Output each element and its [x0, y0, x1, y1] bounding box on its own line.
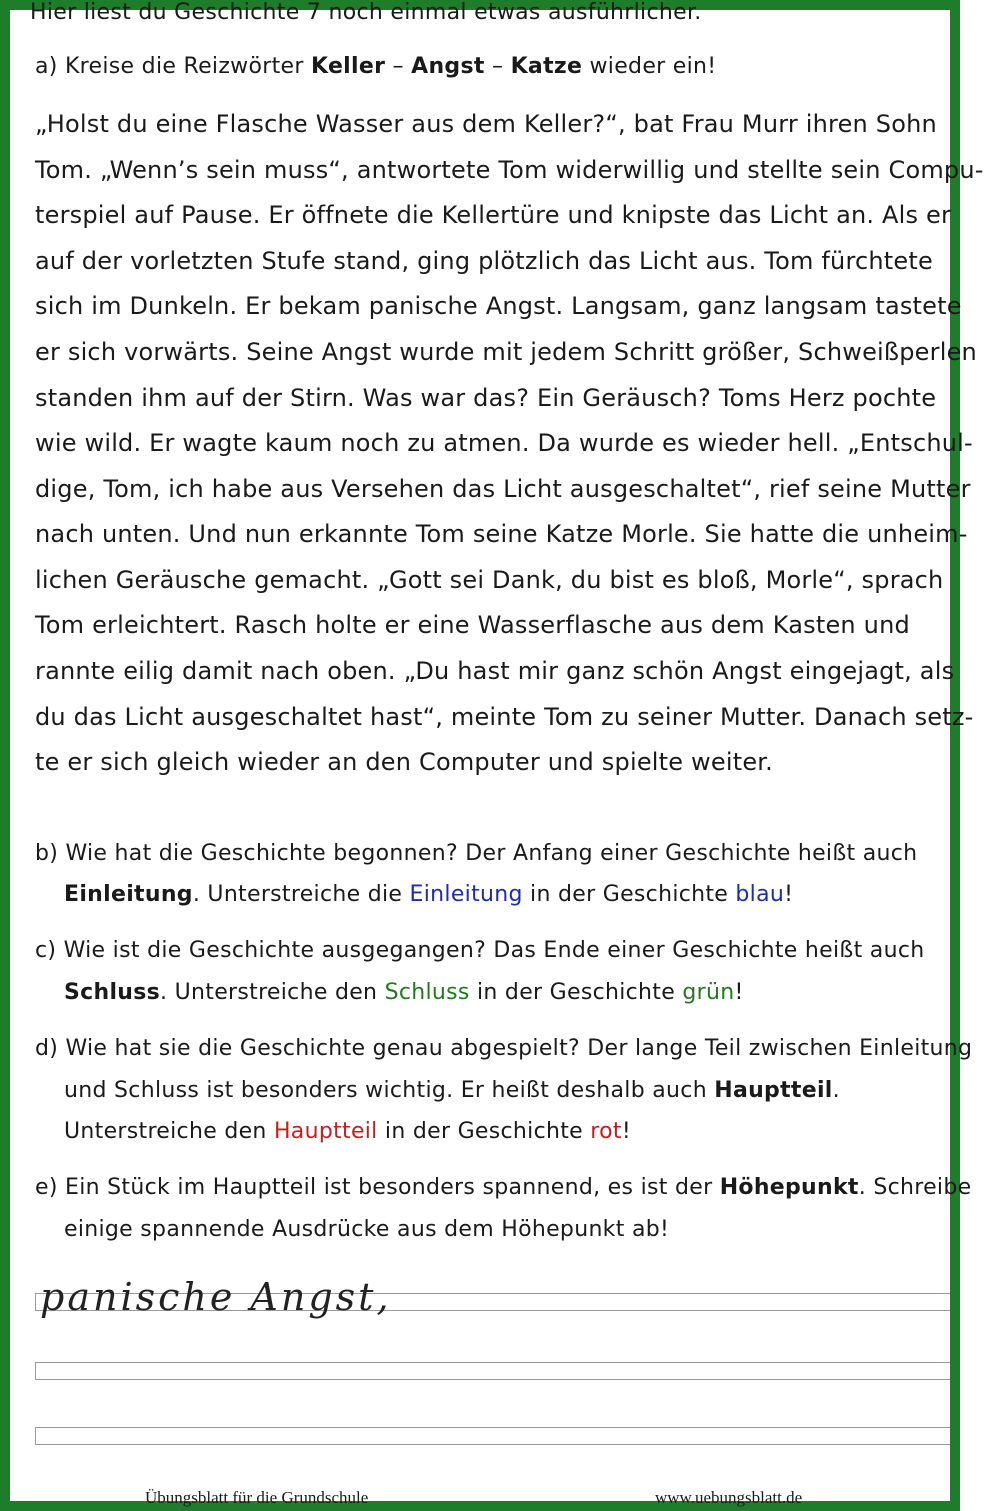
keyword-katze: Katze	[510, 54, 583, 79]
story-line: er sich vorwärts. Seine Angst wurde mit jedem Schritt größer, Schweißperlen	[35, 338, 977, 366]
story-line: du das Licht ausgeschaltet hast“, meinte Tom zu seiner Mutter. Danach setz-	[35, 703, 974, 731]
story-line: rannte eilig damit nach oben. „Du hast mir ganz schön Angst eingejagt, als	[35, 657, 955, 685]
worksheet-page: Hier liest du Geschichte 7 noch einmal etwas ausführlicher. a) Kreise die Reizwörter Keller – Angst – Katze wieder ein! „Holst du eine Flasche Wasser aus dem Keller?“, bat Frau Murr ihren Sohn Tom. „Wenn’s sein muss“, antwortete Tom widerwillig und stellte sein Compu- terspiel auf Pause. Er öffnete die Kellertüre und knipste das Licht an. Als er auf der vorletzten Stufe stand, ging plötzlich das Licht aus. Tom fürchtete sich im Dunkeln. Er bekam panische Angst. Langsam, ganz langsam tastete er sich vorwärts. Seine Angst wurde mit jedem Schritt größer, Schweißperlen standen ihm auf der Stirn. Was war das? Ein Geräusch? Toms Herz pochte wie wild. Er wagte kaum noch zu atmen. Da wurde es wieder hell. „Entschul- dige, Tom, ich habe aus Versehen das Licht ausgeschaltet“, rief seine Mutter nach unten. Und nun erkannte Tom seine Katze Morle. Sie hatte die unheim- lichen Geräusche gemacht. „Gott sei Dank, du bist es bloß, Morle“, sprach Tom erleichtert. Rasch holte er eine Wasserflasche aus dem Kasten und rannte eilig damit nach oben. „Du hast mir ganz schön Angst eingejagt, als du das Licht ausgeschaltet hast“, meinte Tom zu seiner Mutter. Danach setz- te er sich gleich wieder an den Computer und spielte weiter. b) Wie hat die Geschichte begonnen? Der Anfang einer Geschichte heißt auch Einleitung. Unterstreiche die Einleitung in der Geschichte blau! c) Wie ist die Geschichte ausgegangen? Das Ende einer Geschichte heißt auch Schluss. Unterstreiche den Schluss in der Geschichte grün! d) Wie hat sie die Geschichte genau abgespielt? Der lange Teil zwischen Einleitung und Schluss ist besonders wichtig. Er heißt deshalb auch Hauptteil. Unterstreiche den Hauptteil in der Geschichte rot! e) Ein Stück im Hauptteil ist besonders spannend, es ist der Höhepunkt. Schreibe einige spannende Ausdrücke aus dem Höhepunkt ab! panische Angst, Übungsblatt für die Grundschule www.uebungsblatt.de	[0, 0, 960, 1511]
writing-line-3[interactable]	[35, 1427, 950, 1445]
story-line: te er sich gleich wieder an den Computer und spielte weiter.	[35, 748, 773, 776]
footer-website-link[interactable]: www.uebungsblatt.de	[655, 1488, 803, 1507]
story-line: nach unten. Und nun erkannte Tom seine Katze Morle. Sie hatte die unheim-	[35, 520, 968, 548]
story-line: lichen Geräusche gemacht. „Gott sei Dank, du bist es bloß, Morle“, sprach	[35, 566, 944, 594]
story-line: „Holst du eine Flasche Wasser aus dem Keller?“, bat Frau Murr ihren Sohn	[35, 110, 937, 138]
footer-left: Übungsblatt für die Grundschule	[145, 1488, 369, 1507]
handwritten-answer: panische Angst,	[40, 1275, 392, 1319]
writing-line-2[interactable]	[35, 1362, 950, 1380]
story-line: Tom erleichtert. Rasch holte er eine Wasserflasche aus dem Kasten und	[35, 611, 910, 639]
story-line: Tom. „Wenn’s sein muss“, antwortete Tom widerwillig und stellte sein Compu-	[35, 156, 984, 184]
task-a: a) Kreise die Reizwörter Keller – Angst – Katze wieder ein!	[35, 54, 717, 79]
story-line: terspiel auf Pause. Er öffnete die Kellertüre und knipste das Licht an. Als er	[35, 201, 952, 229]
story-line: sich im Dunkeln. Er bekam panische Angst. Langsam, ganz langsam tastete	[35, 292, 962, 320]
story-line: auf der vorletzten Stufe stand, ging plötzlich das Licht aus. Tom fürchtete	[35, 247, 933, 275]
story-line: wie wild. Er wagte kaum noch zu atmen. Da wurde es wieder hell. „Entschul-	[35, 429, 973, 457]
story-line: standen ihm auf der Stirn. Was war das? Ein Geräusch? Toms Herz pochte	[35, 384, 937, 412]
keyword-keller: Keller	[310, 54, 386, 79]
keyword-angst: Angst	[411, 54, 485, 79]
intro-text: Hier liest du Geschichte 7 noch einmal etwas ausführlicher.	[30, 0, 702, 25]
story-line: dige, Tom, ich habe aus Versehen das Licht ausgeschaltet“, rief seine Mutter	[35, 475, 971, 503]
